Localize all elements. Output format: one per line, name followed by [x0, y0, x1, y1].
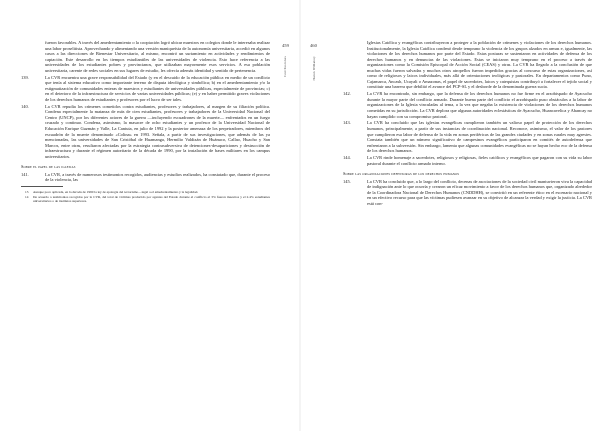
paragraph-number: 144.: [343, 155, 351, 161]
page-number: 459: [282, 43, 289, 48]
paragraph-144: [343, 155, 592, 166]
paragraph-text: La CVR encuentra una grave responsabilidad del Estado (y en el descuido de la educación pública en medio de un conflicto que tenía al sistema educativo como importante terreno de disputa ideológica y simbólica; b) en el amedrentamiento y/o la estigmatización de comunidades enteras de maestros y estudiantes de universidades públicas, especialmente de provincias; c) en el deterioro de la infraestructura de servicios de varias universidades públicas; (e) y en haber permitido graves violaciones de los derechos humanos de estudiantes y profesores por el lucro de ser tales.: [45, 74, 270, 102]
paragraph-text: La CVR, a través de numerosos testimonios recogidos, audiencias y estudios realizados, ha constatado que, durante el proceso de la violencia, las: [45, 171, 270, 183]
paragraph-text: La CVR ha encontrado, sin embargo, que la defensa de los derechos humanos no fue firme en el arzobispado de Ayacucho durante la mayor parte del conflicto armado. Durante buena parte del conflicto el arzobispado puso obstáculos a la labor de organizaciones de la Iglesia vinculadas al tema, a la vez que negaba la existencia de violaciones de los derechos humanos cometidas en su jurisdicción. La CVR deplora que algunas autoridades eclesiásticas de Ayacucho, Huancavelica y Abancay no hayan cumplido con su compromiso pastoral.: [367, 91, 592, 119]
paragraph-142: [343, 91, 592, 119]
paragraph-number: 142.: [343, 91, 351, 97]
running-head: Hatun Willakuy: [312, 56, 316, 81]
right-column: [343, 40, 592, 208]
right-page: [300, 0, 600, 431]
footnote-text: Aunque poco aplicada, en la década de 1990 la ley de apología del terrorismo—legal a el amedrentamiento y la legalidad.: [33, 189, 199, 194]
paragraph-text: La CVR repudia los crímenes cometidos contra estudiantes, profesores y trabajadores, al margen de su filiación política. Condena especialmente la matanza de más de cien estudiantes, profesores y trabajadores de la Universidad Nacional del Centro (UNCP), por los diferentes actores de la guerra —incluyendo escuadrones de la muerte— enfrentados en un fuego cruzado y continuo. Condena, asimismo, la masacre de ocho estudiantes y un profesor de la Universidad Nacional de Educación Enrique Guzmán y Valle, La Cantuta, en julio de 1992 y la posterior amenaza de los perpetradores, miembros del escuadrón de la muerte denominado «Colina» en 1993. Señala, a partir de sus investigaciones, que además de las ya mencionadas, las universidades de San Cristóbal de Huamanga, Hermilio Valdizán de Huánuco, Callao, Huacho y San Marcos, entre otras, resultaron afectadas por la estrategia contrasubversiva de detenciones-desapariciones y destrucción de infraestructura y durante el régimen autoritario de la década de 1990, por la instalación de bases militares en los campus universitarios.: [45, 103, 270, 159]
paragraph-140: [21, 104, 270, 159]
paragraph-number: 143.: [343, 120, 351, 126]
paragraph-number: 140.: [21, 103, 29, 109]
footnote-rule: [21, 186, 63, 187]
continuation-text: Iglesias Católica y evangélicas contribuyeron a proteger a la población de crímenes y violaciones de los derechos humanos. Institucionalmente, la Iglesia Católica condenó desde temprano la violencia de los grupos alzados en armas e, igualmente, las violaciones de los derechos humanos por parte del Estado. Estas posturas se sustentaron en actividades de defensa de los derechos humanos y en denuncias de las violaciones. Estas se iniciaron muy temprano en el proceso a través de organizaciones como la Comisión Episcopal de Acción Social (CEAS) y otras. La CVR ha llegado a la conclusión de que muchas vidas fueron salvadas y muchos otros atropellos fueron impedidos gracias al concurso de estas organizaciones, así como de religiosos y laicos individuales, más allá de orientaciones teológicas y pastorales. En departamentos como Puno, Cajamarca, Ancash, Ucayali o Amazonas, el papel de sacerdotes, laicos y catequistas contribuyó a fortalecer el tejido social y constituir una barrera que debilitó el avance del PCP-SL y el desborde de la denominada guerra sucia.: [367, 40, 592, 90]
paragraph-number: 139.: [21, 74, 29, 80]
footnote-number: 13: [25, 189, 29, 194]
running-head: Conclusiones: [283, 56, 287, 77]
paragraph-139: [21, 75, 270, 103]
paragraph-text: La CVR rinde homenaje a sacerdotes, religiosos y religiosas, fieles católicos y evangélicos que pagaron con su vida su labor pastoral durante el conflicto armado interno.: [367, 155, 592, 166]
paragraph-number: 141.: [21, 171, 29, 177]
footnote-number: 14: [25, 194, 29, 199]
footnote: [21, 195, 270, 203]
paragraph-text: La CVR ha concluido que, a lo largo del conflicto, decenas de asociaciones de la sociedad civil mantuvieron viva la capacidad de indignación ante lo que ocurría y crearon un eficaz movimiento a favor de los derechos humanos que, organizado alrededor de la Coordinadora Nacional de Derechos Humanos (CNDDHH), se convirtió en un referente ético en el escenario nacional y en un efectivo recurso para que las víctimas pudiesen avanzar en su objetivo de alcanzar la verdad y exigir la justicia. La CVR está con-: [367, 178, 592, 206]
paragraph-number: 145.: [343, 178, 351, 184]
footnote: [21, 190, 270, 194]
paragraph-143: [343, 120, 592, 153]
footnote-text: De acuerdo a testimonios recogidos por la CVR, del total de víctimas producido por agentes del Estado durante el conflicto el 3% fueron maestros y el 2.4% estudiantes universitarios o de institutos superiores.: [33, 194, 270, 203]
continuation-text: fueron favorables. A través del amedrentamiento o la cooptación logró ubicar maestros en colegios donde le interesaba realizar una labor proselitista. Aprovechando y alimentando una versión maniqueísta de la autonomía universitaria, accedió en algunos casos a las direcciones de Bienestar Universitario, al mismo, encontró un surtamiento en actividades y rendimientos de captación. Este desarrollo en los tiempos estudiantiles de las universidades de violencia. Esto hace referencia a las universidades de los estudiantes pobres y provincianos, que utilizaban mayormente esos servicios. A esa población universitaria, carente de redes sociales en sus lugares de estudio, les ofrecía además identidad y sentido de pertenencia.: [45, 40, 270, 73]
page-number: 460: [310, 43, 317, 48]
left-column: [21, 40, 270, 204]
paragraph-141: [21, 172, 270, 183]
paragraph-text: La CVR ha concluido que las iglesias evangélicas cumplieron también un valioso papel de protección de los derechos humanos, principalmente, a partir de sus instancias de coordinación nacional. Reconoce, asimismo, el valor de los pastores que cumplieron esa labor de defensa de la vida en zonas periféricas de las grandes ciudades y en zonas rurales muy agrestes. Constata también que un número significativo de campesinos evangélicos participaron en comités de autodefensa que enfrentaron a la subversión. Sin embargo, lamenta que algunas comunidades evangélicas no se hayan hecho eco de la defensa de los derechos humanos.: [367, 120, 592, 154]
section-heading: Sobre las organizaciones defensoras de los derechos humanos: [343, 170, 460, 176]
paragraph-145: [343, 179, 592, 207]
section-heading: Sobre el papel de las iglesias: [21, 163, 76, 169]
